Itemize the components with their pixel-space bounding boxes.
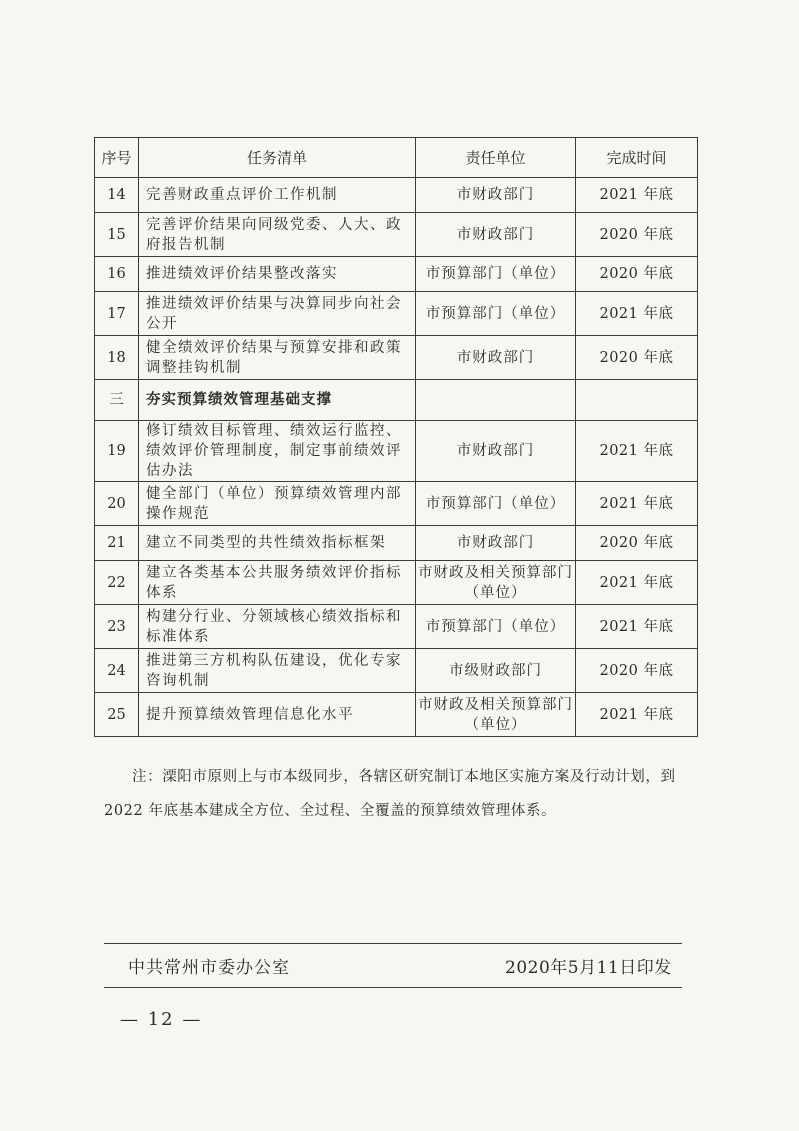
completion-time-cell (576, 380, 698, 421)
responsible-unit-cell: 市财政部门 (416, 421, 576, 482)
responsible-unit-cell: 市财政部门 (416, 213, 576, 257)
table-row (95, 213, 698, 257)
task-cell: 建立各类基本公共服务绩效评价指标体系 (139, 561, 416, 605)
header-time: 完成时间 (576, 138, 698, 178)
table-row (95, 292, 698, 336)
completion-time-cell: 2021 年底 (576, 292, 698, 336)
completion-time-cell: 2020 年底 (576, 257, 698, 292)
completion-time-cell: 2020 年底 (576, 213, 698, 257)
table-row (95, 336, 698, 380)
row-number: 15 (95, 213, 139, 257)
task-cell: 夯实预算绩效管理基础支撑 (139, 380, 416, 421)
table-header-row (95, 138, 698, 178)
header-unit: 责任单位 (416, 138, 576, 178)
responsible-unit-cell: 市财政及相关预算部门（单位） (416, 693, 576, 737)
task-cell: 构建分行业、分领域核心绩效指标和标准体系 (139, 605, 416, 649)
completion-time-cell: 2021 年底 (576, 693, 698, 737)
completion-time-cell: 2020 年底 (576, 649, 698, 693)
table-row (95, 526, 698, 561)
footer-rule-top (104, 943, 682, 944)
responsible-unit-cell: 市财政及相关预算部门（单位） (416, 561, 576, 605)
row-number: 24 (95, 649, 139, 693)
table-row (95, 605, 698, 649)
responsible-unit-cell (416, 380, 576, 421)
row-number: 16 (95, 257, 139, 292)
row-number: 14 (95, 178, 139, 213)
responsible-unit-cell: 市财政部门 (416, 336, 576, 380)
table-row (95, 693, 698, 737)
task-cell: 完善财政重点评价工作机制 (139, 178, 416, 213)
row-number: 20 (95, 482, 139, 526)
page-number: — 12 — (120, 1009, 203, 1030)
row-number: 18 (95, 336, 139, 380)
header-task: 任务清单 (139, 138, 416, 178)
task-cell: 推进绩效评价结果整改落实 (139, 257, 416, 292)
responsible-unit-cell: 市财政部门 (416, 178, 576, 213)
row-number: 三 (95, 380, 139, 421)
table-row (95, 421, 698, 482)
responsible-unit-cell: 市级财政部门 (416, 649, 576, 693)
table-row (95, 649, 698, 693)
completion-time-cell: 2021 年底 (576, 482, 698, 526)
responsible-unit-cell: 市财政部门 (416, 526, 576, 561)
row-number: 22 (95, 561, 139, 605)
print-date: 2020年5月11日印发 (505, 958, 672, 978)
header-no: 序号 (95, 138, 139, 178)
row-number: 25 (95, 693, 139, 737)
row-number: 19 (95, 421, 139, 482)
task-table (94, 137, 698, 737)
responsible-unit-cell: 市预算部门（单位） (416, 482, 576, 526)
responsible-unit-cell: 市预算部门（单位） (416, 257, 576, 292)
table-row (95, 561, 698, 605)
table-row (95, 482, 698, 526)
issuing-office: 中共常州市委办公室 (128, 958, 290, 978)
task-cell: 修订绩效目标管理、绩效运行监控、绩效评价管理制度，制定事前绩效评估办法 (139, 421, 416, 482)
task-cell: 健全部门（单位）预算绩效管理内部操作规范 (139, 482, 416, 526)
completion-time-cell: 2021 年底 (576, 421, 698, 482)
completion-time-cell: 2020 年底 (576, 526, 698, 561)
section-row (95, 380, 698, 421)
task-cell: 完善评价结果向同级党委、人大、政府报告机制 (139, 213, 416, 257)
completion-time-cell: 2021 年底 (576, 178, 698, 213)
task-cell: 提升预算绩效管理信息化水平 (139, 693, 416, 737)
row-number: 21 (95, 526, 139, 561)
completion-time-cell: 2021 年底 (576, 605, 698, 649)
table-row (95, 178, 698, 213)
table-row (95, 257, 698, 292)
footer-rule-bottom (104, 987, 682, 988)
row-number: 17 (95, 292, 139, 336)
completion-time-cell: 2021 年底 (576, 561, 698, 605)
task-cell: 建立不同类型的共性绩效指标框架 (139, 526, 416, 561)
task-cell: 推进绩效评价结果与决算同步向社会公开 (139, 292, 416, 336)
task-cell: 推进第三方机构队伍建设，优化专家咨询机制 (139, 649, 416, 693)
responsible-unit-cell: 市预算部门（单位） (416, 605, 576, 649)
row-number: 23 (95, 605, 139, 649)
table-note: 注：溧阳市原则上与市本级同步，各辖区研究制订本地区实施方案及行动计划，到2022 年底基本建成全方位、全过程、全覆盖的预算绩效管理体系。 (104, 769, 676, 819)
responsible-unit-cell: 市预算部门（单位） (416, 292, 576, 336)
completion-time-cell: 2020 年底 (576, 336, 698, 380)
task-cell: 健全绩效评价结果与预算安排和政策调整挂钩机制 (139, 336, 416, 380)
